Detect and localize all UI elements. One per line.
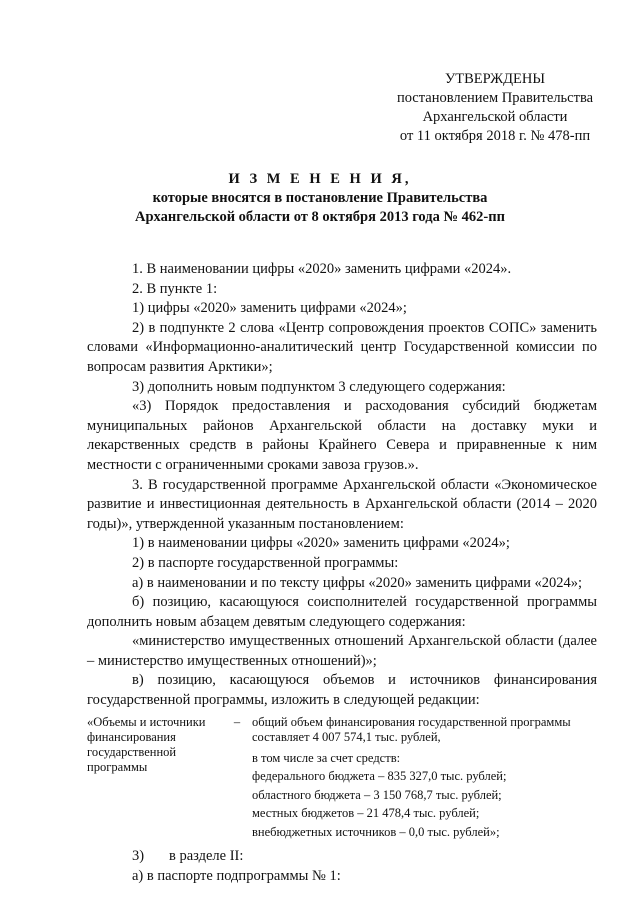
funding-line: внебюджетных источников – 0,0 тыс. рублей»; bbox=[252, 824, 500, 839]
title-line-2: которые вносятся в постановление Правительства bbox=[152, 190, 488, 206]
paragraph-13: в) позицию, касающуюся объемов и источников финансирования государственной программы, изложить в следующей редакции: bbox=[87, 672, 597, 709]
funding-values bbox=[252, 715, 597, 842]
paragraph-10: а) в наименовании и по тексту цифры «2020» заменить цифрами «2024»; bbox=[132, 574, 583, 591]
document-body bbox=[87, 260, 597, 886]
section-3-text: в разделе II: bbox=[169, 848, 244, 865]
funding-line: общий объем финансирования государственной программы составляет 4 007 574,1 тыс. рублей, bbox=[252, 714, 571, 744]
funding-line: федерального бюджета – 835 327,0 тыс. рублей; bbox=[252, 769, 507, 784]
section-3-item bbox=[132, 847, 597, 867]
last-paragraph: а) в паспорте подпрограммы № 1: bbox=[132, 867, 341, 884]
approval-line-1: УТВЕРЖДЕНЫ bbox=[444, 71, 546, 87]
funding-line: местных бюджетов – 21 478,4 тыс. рублей; bbox=[252, 806, 480, 821]
paragraph-3: 1) цифры «2020» заменить цифрами «2024»; bbox=[132, 300, 407, 317]
document-title bbox=[60, 170, 580, 227]
paragraph-6: «3) Порядок предоставления и расходования субсидий бюджетам муниципальных районов Архангельской области на доставку муки и лекарственных средств в районы Крайнего Севера и приравненные к ним местности с ограниченными сроками завоза грузов.». bbox=[87, 398, 597, 473]
paragraph-2: 2. В пункте 1: bbox=[132, 280, 218, 297]
approval-stamp bbox=[360, 70, 630, 146]
paragraph-12: «министерство имущественных отношений Архангельской области (далее – министерство имущественных отношений)»; bbox=[87, 633, 597, 669]
paragraph-1: 1. В наименовании цифры «2020» заменить цифрами «2024». bbox=[132, 261, 512, 277]
paragraph-11: б) позицию, касающуюся соисполнителей государственной программы дополнить новым абзацем девятым следующего содержания: bbox=[87, 594, 597, 630]
funding-line: в том числе за счет средств: bbox=[252, 750, 401, 765]
funding-label: «Объемы и источники финансирования государственной программы bbox=[87, 714, 206, 774]
funding-table bbox=[87, 715, 597, 842]
title-line-3: Архангельской области от 8 октября 2013 года № 462-пп bbox=[135, 209, 505, 225]
section-3-number: 3) bbox=[132, 848, 145, 865]
approval-line-2: постановлением Правительства bbox=[396, 90, 594, 106]
paragraph-7: 3. В государственной программе Архангельской области «Экономическое развитие и инвестиционная деятельность в Архангельской области (2014 – 2020 годы)», утвержденной указанным постановлением: bbox=[87, 476, 597, 532]
paragraph-4: 2) в подпункте 2 слова «Центр сопровождения проектов СОПС» заменить словами «Информационно-аналитический центр Государственной комиссии по вопросам развития Арктики»; bbox=[87, 319, 597, 375]
funding-dash: – bbox=[233, 714, 241, 729]
paragraph-9: 2) в паспорте государственной программы: bbox=[132, 554, 399, 571]
paragraph-5: 3) дополнить новым подпунктом 3 следующего содержания: bbox=[132, 378, 506, 395]
paragraph-8: 1) в наименовании цифры «2020» заменить цифрами «2024»; bbox=[132, 535, 510, 552]
funding-line: областного бюджета – 3 150 768,7 тыс. рублей; bbox=[252, 787, 502, 802]
title-line-1: И З М Е Н Е Н И Я, bbox=[228, 171, 412, 187]
approval-line-3: Архангельской области bbox=[422, 109, 568, 125]
approval-line-4: от 11 октября 2018 г. № 478-пп bbox=[399, 128, 591, 144]
